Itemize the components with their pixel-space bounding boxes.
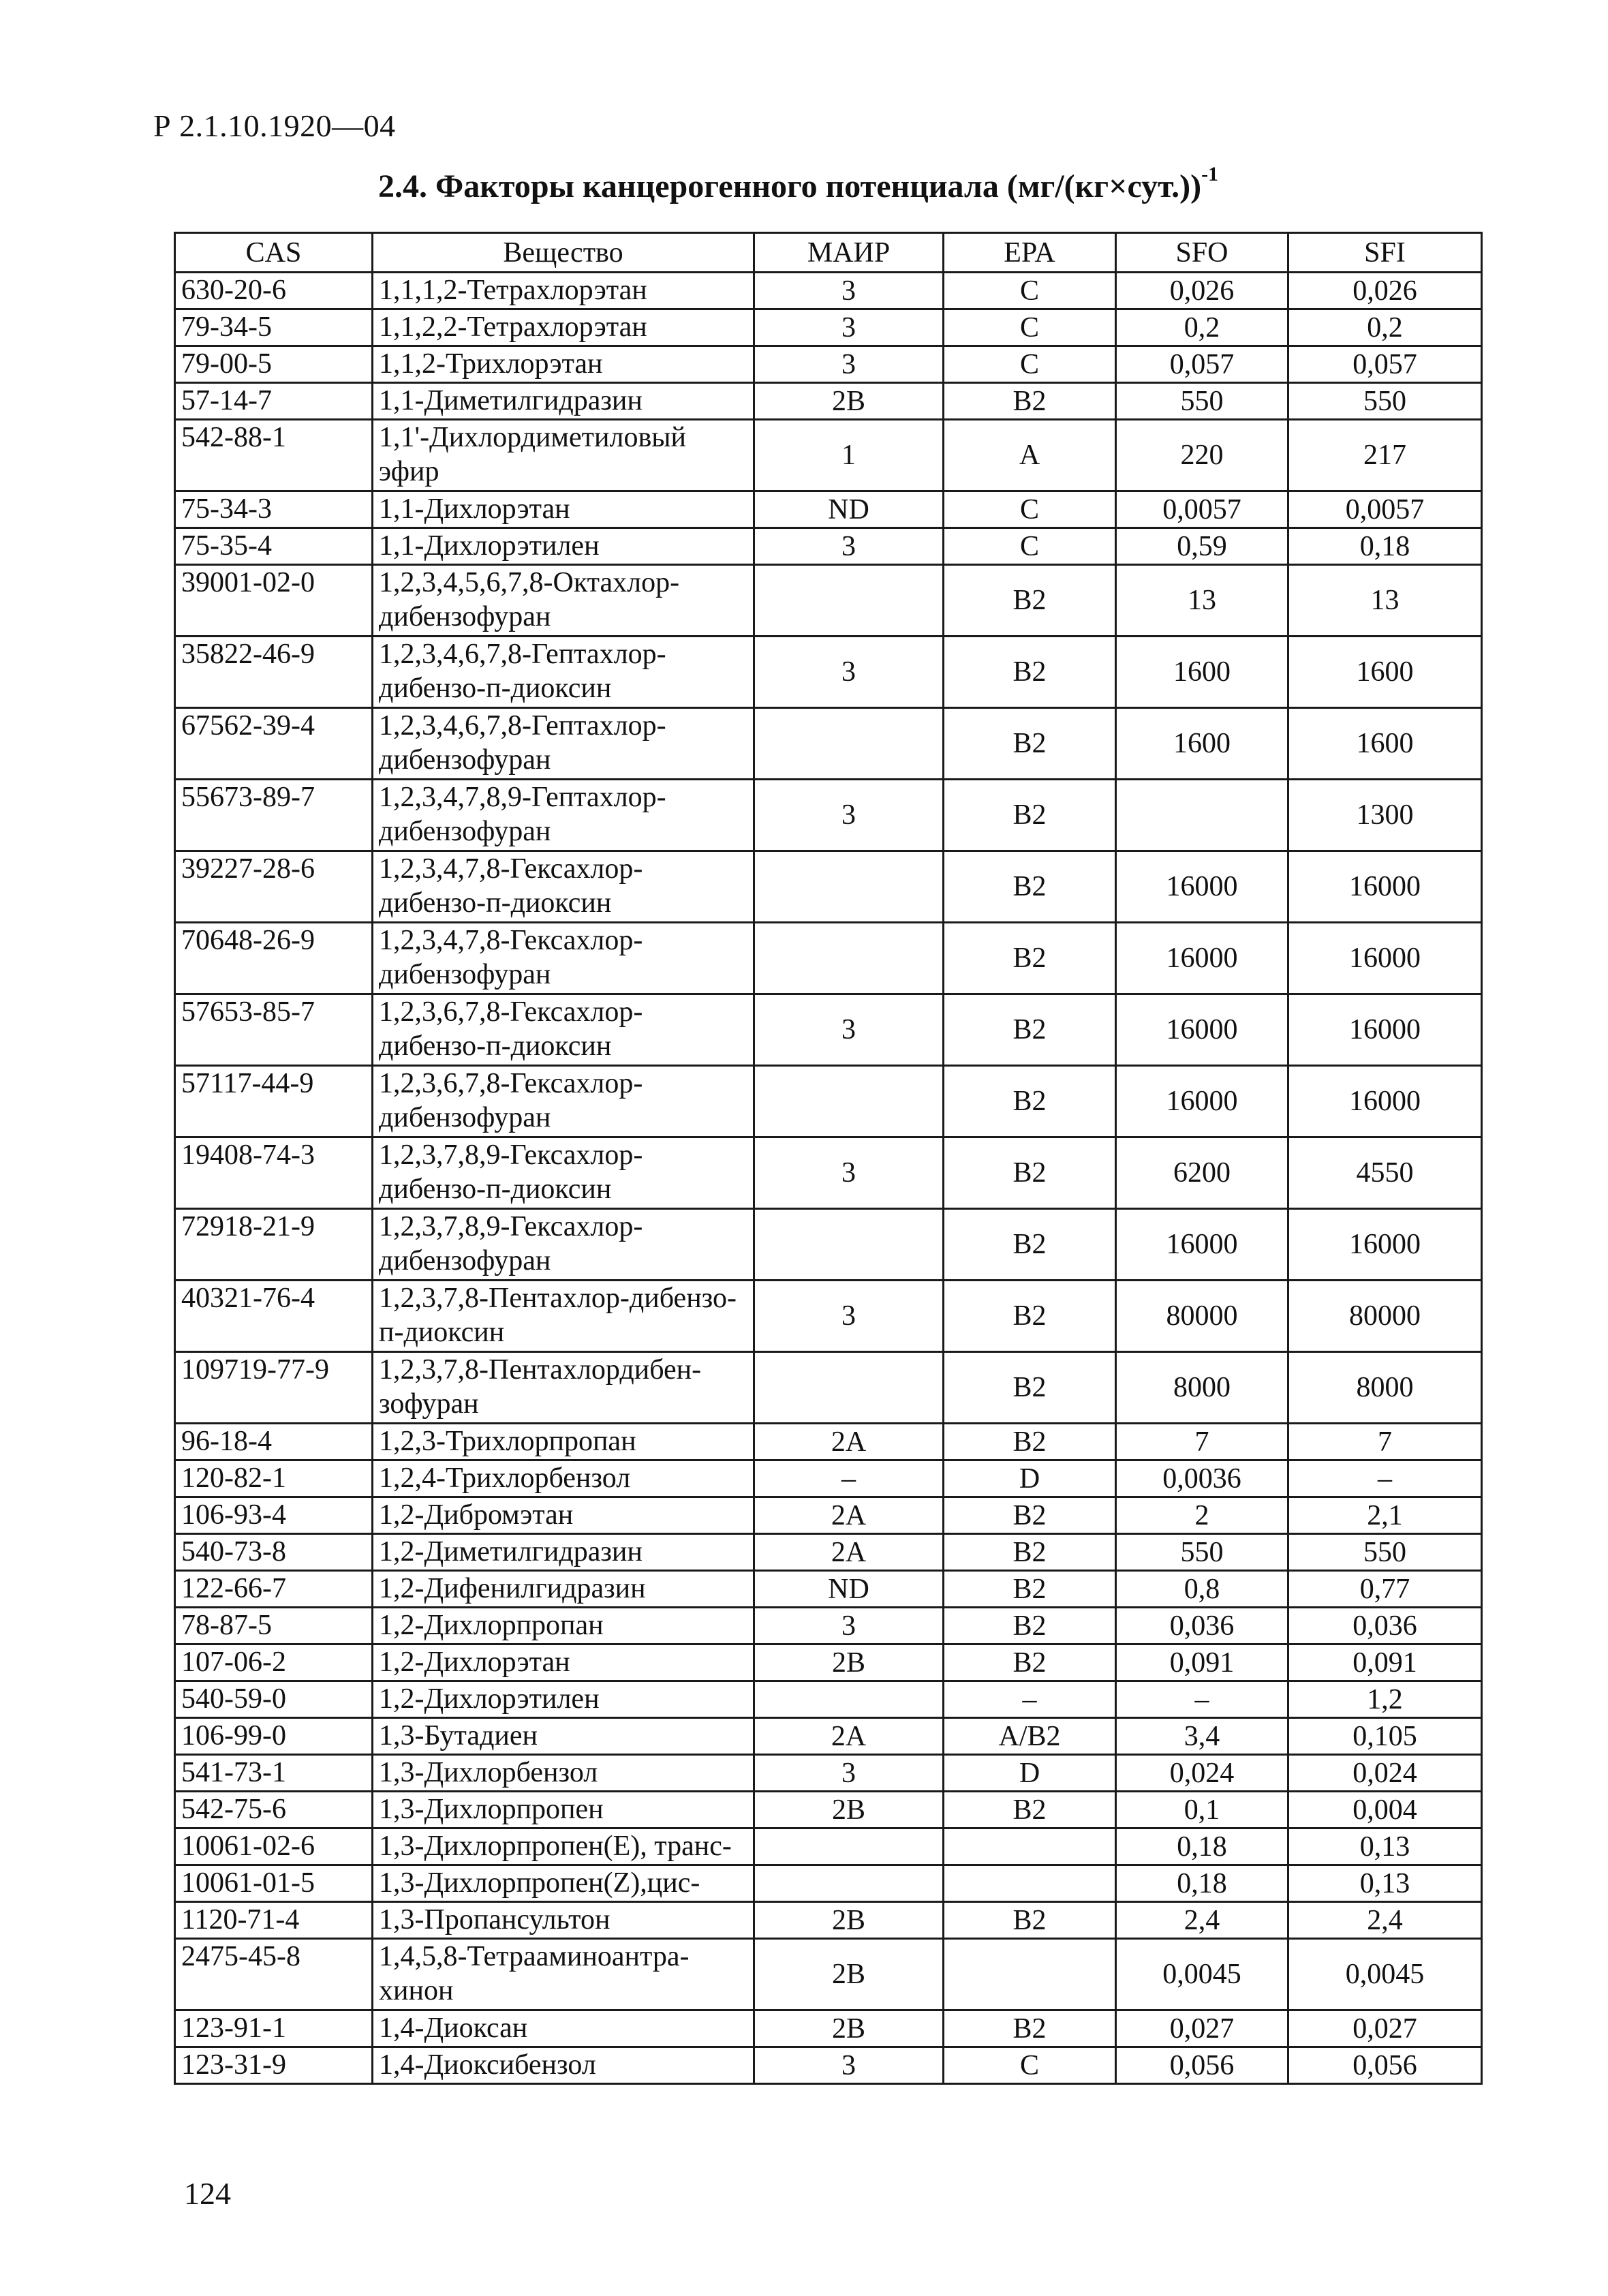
substance-cell: 1,3-Бутадиен	[373, 1718, 754, 1755]
sfi-cell: 0,0057	[1288, 491, 1482, 528]
table-row	[175, 1281, 1482, 1352]
sfi-cell: 0,057	[1288, 346, 1482, 383]
iarc-cell	[754, 1828, 944, 1865]
epa-cell: C	[944, 273, 1116, 309]
epa-cell: B2	[944, 708, 1116, 780]
sfo-cell: 0,026	[1116, 273, 1288, 309]
substance-cell: 1,3-Дихлорпропен(E), транс-	[373, 1828, 754, 1865]
sfo-cell: 1600	[1116, 708, 1288, 780]
table-row	[175, 420, 1482, 491]
substance-cell: 1,3-Дихлорпропен	[373, 1792, 754, 1828]
epa-cell: B2	[944, 923, 1116, 994]
substance-cell: 1,2,3,4,6,7,8-Гептахлор-дибензофуран	[373, 708, 754, 780]
sfi-cell: 0,056	[1288, 2047, 1482, 2084]
sfi-cell: 0,18	[1288, 528, 1482, 565]
substance-cell: 1,1,2,2-Тетрахлорэтан	[373, 309, 754, 346]
sfi-cell: 1600	[1288, 637, 1482, 708]
cas-cell: 55673-89-7	[175, 780, 373, 851]
cas-cell: 67562-39-4	[175, 708, 373, 780]
sfo-cell: 80000	[1116, 1281, 1288, 1352]
epa-cell: B2	[944, 2010, 1116, 2047]
sfi-cell: 7	[1288, 1424, 1482, 1460]
epa-cell	[944, 1939, 1116, 2010]
table-row	[175, 1865, 1482, 1902]
table-body	[175, 273, 1482, 2084]
sfo-cell: 0,091	[1116, 1644, 1288, 1681]
cas-cell: 120-82-1	[175, 1460, 373, 1497]
substance-cell: 1,1'-Дихлордиметиловый эфир	[373, 420, 754, 491]
substance-cell: 1,3-Дихлорбензол	[373, 1755, 754, 1792]
epa-cell: B2	[944, 1281, 1116, 1352]
substance-cell: 1,2,3,6,7,8-Гексахлор-дибензо-п-диоксин	[373, 994, 754, 1066]
sfo-cell: 0,0057	[1116, 491, 1288, 528]
substance-cell: 1,3-Дихлорпропен(Z),цис-	[373, 1865, 754, 1902]
table-row	[175, 528, 1482, 565]
sfo-cell: 2,4	[1116, 1902, 1288, 1939]
table-row	[175, 708, 1482, 780]
table-row	[175, 1828, 1482, 1865]
header-iarc: МАИР	[754, 233, 944, 273]
epa-cell	[944, 1828, 1116, 1865]
table-row	[175, 309, 1482, 346]
sfo-cell: 16000	[1116, 994, 1288, 1066]
table-row	[175, 2047, 1482, 2084]
header-sfo: SFO	[1116, 233, 1288, 273]
document-code: Р 2.1.10.1920—04	[153, 108, 396, 143]
sfi-cell: 0,036	[1288, 1608, 1482, 1644]
sfo-cell: 0,1	[1116, 1792, 1288, 1828]
sfi-cell: 16000	[1288, 994, 1482, 1066]
iarc-cell	[754, 923, 944, 994]
cas-cell: 10061-02-6	[175, 1828, 373, 1865]
table-title-text: 2.4. Факторы канцерогенного потенциала (мг/(кг×сут.))	[378, 168, 1202, 204]
table-row	[175, 1608, 1482, 1644]
sfo-cell: 2	[1116, 1497, 1288, 1534]
substance-cell: 1,2-Дибромэтан	[373, 1497, 754, 1534]
sfi-cell: 2,1	[1288, 1497, 1482, 1534]
sfo-cell: 0,2	[1116, 309, 1288, 346]
sfi-cell: 1600	[1288, 708, 1482, 780]
header-sfi: SFI	[1288, 233, 1482, 273]
cas-cell: 35822-46-9	[175, 637, 373, 708]
epa-cell: B2	[944, 1137, 1116, 1209]
cas-cell: 75-35-4	[175, 528, 373, 565]
table-row	[175, 1718, 1482, 1755]
sfi-cell: 0,024	[1288, 1755, 1482, 1792]
epa-cell: B2	[944, 780, 1116, 851]
iarc-cell: 3	[754, 1755, 944, 1792]
sfo-cell: 8000	[1116, 1352, 1288, 1424]
epa-cell: B2	[944, 1352, 1116, 1424]
table-row	[175, 346, 1482, 383]
sfi-cell: 0,004	[1288, 1792, 1482, 1828]
cas-cell: 106-93-4	[175, 1497, 373, 1534]
table-row	[175, 1066, 1482, 1137]
sfo-cell: 16000	[1116, 923, 1288, 994]
sfi-cell: 16000	[1288, 851, 1482, 923]
iarc-cell: 3	[754, 309, 944, 346]
iarc-cell	[754, 565, 944, 637]
substance-cell: 1,2-Диметилгидразин	[373, 1534, 754, 1571]
title-exponent: -1	[1201, 163, 1219, 185]
table-row	[175, 2010, 1482, 2047]
iarc-cell: 3	[754, 346, 944, 383]
substance-cell: 1,2,3,7,8-Пентахлордибен-зофуран	[373, 1352, 754, 1424]
iarc-cell: 2A	[754, 1424, 944, 1460]
epa-cell: C	[944, 491, 1116, 528]
iarc-cell: 3	[754, 1281, 944, 1352]
epa-cell	[944, 1865, 1116, 1902]
substance-cell: 1,2,3,7,8,9-Гексахлор-дибензофуран	[373, 1209, 754, 1281]
substance-cell: 1,1-Дихлорэтилен	[373, 528, 754, 565]
sfi-cell: –	[1288, 1460, 1482, 1497]
cas-cell: 39001-02-0	[175, 565, 373, 637]
cas-cell: 57-14-7	[175, 383, 373, 420]
substance-cell: 1,2,3,6,7,8-Гексахлор-дибензофуран	[373, 1066, 754, 1137]
substance-cell: 1,1-Дихлорэтан	[373, 491, 754, 528]
cas-cell: 109719-77-9	[175, 1352, 373, 1424]
iarc-cell: 2B	[754, 1792, 944, 1828]
sfi-cell: 16000	[1288, 1066, 1482, 1137]
iarc-cell: 2A	[754, 1534, 944, 1571]
substance-cell: 1,2-Дифенилгидразин	[373, 1571, 754, 1608]
table-row	[175, 994, 1482, 1066]
substance-cell: 1,4-Диоксан	[373, 2010, 754, 2047]
substance-cell: 1,2,3,4,5,6,7,8-Октахлор-дибензофуран	[373, 565, 754, 637]
substance-cell: 1,4,5,8-Тетрааминоантра-хинон	[373, 1939, 754, 2010]
sfo-cell: 16000	[1116, 1066, 1288, 1137]
table-row	[175, 1939, 1482, 2010]
iarc-cell	[754, 1209, 944, 1281]
iarc-cell: 2B	[754, 1644, 944, 1681]
sfo-cell: –	[1116, 1681, 1288, 1718]
sfi-cell: 0,2	[1288, 309, 1482, 346]
sfi-cell: 0,027	[1288, 2010, 1482, 2047]
iarc-cell: 2B	[754, 383, 944, 420]
table-row	[175, 1424, 1482, 1460]
cas-cell: 40321-76-4	[175, 1281, 373, 1352]
cas-cell: 541-73-1	[175, 1755, 373, 1792]
iarc-cell: –	[754, 1460, 944, 1497]
iarc-cell: 3	[754, 637, 944, 708]
cas-cell: 1120-71-4	[175, 1902, 373, 1939]
sfi-cell: 1,2	[1288, 1681, 1482, 1718]
substance-cell: 1,3-Пропансультон	[373, 1902, 754, 1939]
sfo-cell: 0,056	[1116, 2047, 1288, 2084]
epa-cell: B2	[944, 565, 1116, 637]
table-row	[175, 383, 1482, 420]
table-row	[175, 1497, 1482, 1534]
cas-cell: 39227-28-6	[175, 851, 373, 923]
header-epa: EPA	[944, 233, 1116, 273]
sfo-cell: 0,024	[1116, 1755, 1288, 1792]
sfo-cell: 1600	[1116, 637, 1288, 708]
cas-cell: 630-20-6	[175, 273, 373, 309]
epa-cell: C	[944, 2047, 1116, 2084]
iarc-cell: 1	[754, 420, 944, 491]
substance-cell: 1,2,4-Трихлорбензол	[373, 1460, 754, 1497]
sfo-cell: 16000	[1116, 1209, 1288, 1281]
substance-cell: 1,2-Дихлорэтилен	[373, 1681, 754, 1718]
iarc-cell: 2B	[754, 2010, 944, 2047]
epa-cell: B2	[944, 1792, 1116, 1828]
table-row	[175, 851, 1482, 923]
epa-cell: A/B2	[944, 1718, 1116, 1755]
sfo-cell: 0,027	[1116, 2010, 1288, 2047]
substance-cell: 1,2,3,4,7,8-Гексахлор-дибензо-п-диоксин	[373, 851, 754, 923]
table-row	[175, 1755, 1482, 1792]
epa-cell: B2	[944, 1424, 1116, 1460]
iarc-cell	[754, 851, 944, 923]
iarc-cell	[754, 1681, 944, 1718]
carcinogenic-factors-table	[174, 232, 1483, 2085]
sfi-cell: 13	[1288, 565, 1482, 637]
sfi-cell: 16000	[1288, 1209, 1482, 1281]
table-row	[175, 565, 1482, 637]
epa-cell: B2	[944, 1534, 1116, 1571]
epa-cell: B2	[944, 1209, 1116, 1281]
epa-cell: B2	[944, 383, 1116, 420]
iarc-cell: 3	[754, 994, 944, 1066]
iarc-cell: 3	[754, 528, 944, 565]
sfo-cell: 3,4	[1116, 1718, 1288, 1755]
substance-cell: 1,2,3-Трихлорпропан	[373, 1424, 754, 1460]
sfo-cell: 0,59	[1116, 528, 1288, 565]
substance-cell: 1,1,1,2-Тетрахлорэтан	[373, 273, 754, 309]
table-row	[175, 1209, 1482, 1281]
table-row	[175, 1352, 1482, 1424]
table-row	[175, 273, 1482, 309]
substance-cell: 1,2-Дихлорпропан	[373, 1608, 754, 1644]
iarc-cell	[754, 1066, 944, 1137]
sfi-cell: 0,105	[1288, 1718, 1482, 1755]
table-row	[175, 1792, 1482, 1828]
sfi-cell: 0,026	[1288, 273, 1482, 309]
iarc-cell: 2A	[754, 1718, 944, 1755]
cas-cell: 79-00-5	[175, 346, 373, 383]
substance-cell: 1,2,3,7,8-Пентахлор-дибензо-п-диоксин	[373, 1281, 754, 1352]
substance-cell: 1,2,3,7,8,9-Гексахлор-дибензо-п-диоксин	[373, 1137, 754, 1209]
cas-cell: 2475-45-8	[175, 1939, 373, 2010]
sfo-cell	[1116, 780, 1288, 851]
substance-cell: 1,2,3,4,6,7,8-Гептахлор-дибензо-п-диоксин	[373, 637, 754, 708]
cas-cell: 70648-26-9	[175, 923, 373, 994]
sfo-cell: 6200	[1116, 1137, 1288, 1209]
cas-cell: 19408-74-3	[175, 1137, 373, 1209]
iarc-cell: 3	[754, 780, 944, 851]
iarc-cell: 3	[754, 2047, 944, 2084]
sfi-cell: 8000	[1288, 1352, 1482, 1424]
cas-cell: 107-06-2	[175, 1644, 373, 1681]
table-row	[175, 1902, 1482, 1939]
iarc-cell	[754, 708, 944, 780]
header-cas: CAS	[175, 233, 373, 273]
cas-cell: 542-88-1	[175, 420, 373, 491]
epa-cell: C	[944, 309, 1116, 346]
cas-cell: 123-31-9	[175, 2047, 373, 2084]
sfi-cell: 217	[1288, 420, 1482, 491]
table-header-row	[175, 233, 1482, 273]
epa-cell: B2	[944, 1608, 1116, 1644]
sfi-cell: 80000	[1288, 1281, 1482, 1352]
iarc-cell: ND	[754, 491, 944, 528]
substance-cell: 1,1,2-Трихлорэтан	[373, 346, 754, 383]
page-number: 124	[184, 2176, 231, 2211]
table-row	[175, 637, 1482, 708]
substance-cell: 1,2-Дихлорэтан	[373, 1644, 754, 1681]
sfi-cell: 16000	[1288, 923, 1482, 994]
sfo-cell: 0,0045	[1116, 1939, 1288, 2010]
sfi-cell: 0,091	[1288, 1644, 1482, 1681]
table-row	[175, 1644, 1482, 1681]
epa-cell: D	[944, 1755, 1116, 1792]
cas-cell: 542-75-6	[175, 1792, 373, 1828]
epa-cell: A	[944, 420, 1116, 491]
epa-cell: –	[944, 1681, 1116, 1718]
iarc-cell: 3	[754, 273, 944, 309]
table-row	[175, 780, 1482, 851]
sfi-cell: 550	[1288, 1534, 1482, 1571]
epa-cell: C	[944, 346, 1116, 383]
table-row	[175, 1534, 1482, 1571]
cas-cell: 57117-44-9	[175, 1066, 373, 1137]
sfo-cell: 0,0036	[1116, 1460, 1288, 1497]
epa-cell: B2	[944, 1066, 1116, 1137]
substance-cell: 1,2,3,4,7,8-Гексахлор-дибензофуран	[373, 923, 754, 994]
cas-cell: 78-87-5	[175, 1608, 373, 1644]
substance-cell: 1,2,3,4,7,8,9-Гептахлор-дибензофуран	[373, 780, 754, 851]
cas-cell: 122-66-7	[175, 1571, 373, 1608]
iarc-cell: 2A	[754, 1497, 944, 1534]
cas-cell: 10061-01-5	[175, 1865, 373, 1902]
sfo-cell: 0,18	[1116, 1828, 1288, 1865]
sfo-cell: 0,8	[1116, 1571, 1288, 1608]
table-row	[175, 1460, 1482, 1497]
cas-cell: 123-91-1	[175, 2010, 373, 2047]
epa-cell: B2	[944, 1902, 1116, 1939]
sfo-cell: 550	[1116, 383, 1288, 420]
epa-cell: B2	[944, 994, 1116, 1066]
table-row	[175, 1681, 1482, 1718]
header-substance: Вещество	[373, 233, 754, 273]
cas-cell: 72918-21-9	[175, 1209, 373, 1281]
iarc-cell	[754, 1352, 944, 1424]
epa-cell: B2	[944, 1644, 1116, 1681]
sfi-cell: 0,13	[1288, 1865, 1482, 1902]
iarc-cell: 2B	[754, 1902, 944, 1939]
table-row	[175, 1571, 1482, 1608]
iarc-cell: ND	[754, 1571, 944, 1608]
iarc-cell: 3	[754, 1137, 944, 1209]
iarc-cell: 3	[754, 1608, 944, 1644]
sfo-cell: 0,057	[1116, 346, 1288, 383]
sfi-cell: 4550	[1288, 1137, 1482, 1209]
cas-cell: 540-73-8	[175, 1534, 373, 1571]
sfo-cell: 550	[1116, 1534, 1288, 1571]
sfi-cell: 0,13	[1288, 1828, 1482, 1865]
cas-cell: 79-34-5	[175, 309, 373, 346]
table-row	[175, 923, 1482, 994]
table-row	[175, 1137, 1482, 1209]
table-title	[378, 163, 1219, 205]
sfo-cell: 0,18	[1116, 1865, 1288, 1902]
epa-cell: B2	[944, 637, 1116, 708]
sfi-cell: 2,4	[1288, 1902, 1482, 1939]
cas-cell: 106-99-0	[175, 1718, 373, 1755]
sfo-cell: 220	[1116, 420, 1288, 491]
sfi-cell: 0,0045	[1288, 1939, 1482, 2010]
table-row	[175, 491, 1482, 528]
sfo-cell: 16000	[1116, 851, 1288, 923]
epa-cell: D	[944, 1460, 1116, 1497]
sfi-cell: 550	[1288, 383, 1482, 420]
epa-cell: B2	[944, 1571, 1116, 1608]
sfi-cell: 0,77	[1288, 1571, 1482, 1608]
epa-cell: B2	[944, 851, 1116, 923]
cas-cell: 57653-85-7	[175, 994, 373, 1066]
epa-cell: C	[944, 528, 1116, 565]
sfi-cell: 1300	[1288, 780, 1482, 851]
sfo-cell: 13	[1116, 565, 1288, 637]
cas-cell: 75-34-3	[175, 491, 373, 528]
iarc-cell: 2B	[754, 1939, 944, 2010]
epa-cell: B2	[944, 1497, 1116, 1534]
substance-cell: 1,1-Диметилгидразин	[373, 383, 754, 420]
iarc-cell	[754, 1865, 944, 1902]
cas-cell: 96-18-4	[175, 1424, 373, 1460]
cas-cell: 540-59-0	[175, 1681, 373, 1718]
sfo-cell: 7	[1116, 1424, 1288, 1460]
substance-cell: 1,4-Диоксибензол	[373, 2047, 754, 2084]
sfo-cell: 0,036	[1116, 1608, 1288, 1644]
